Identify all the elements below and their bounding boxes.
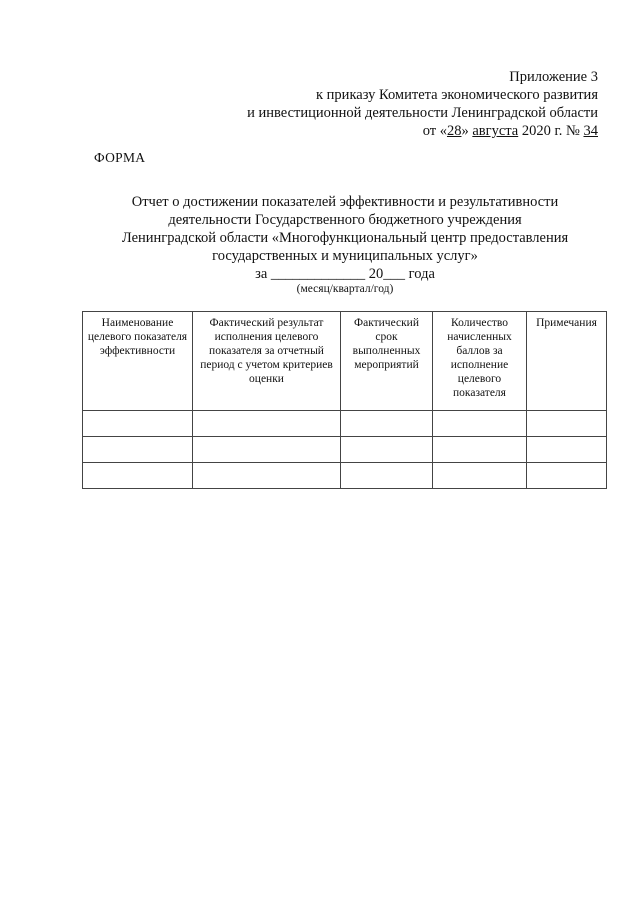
period-line: за _____________ 20___ года [255,266,435,282]
title-line-3: Ленинградской области «Многофункциональный центр предоставления [121,230,569,246]
header-indicator-name: Наименование целевого показателя эффективности [83,312,193,411]
table-cell [193,463,341,489]
report-title [80,193,610,296]
table-cell [341,411,433,437]
table-cell [527,411,607,437]
table-cell [433,437,527,463]
date-suffix: 2020 г. № [518,123,584,139]
table-header-row [83,312,607,411]
date-month: августа [472,123,519,139]
annex-number: Приложение 3 [509,69,598,85]
date-mid: » [461,123,473,139]
table-cell [83,411,193,437]
order-line-1: к приказу Комитета экономического развития [316,87,598,103]
table-cell [527,437,607,463]
table-cell [433,463,527,489]
header-actual-term: Фактический срок выполненных мероприятий [341,312,433,411]
table-row [83,411,607,437]
table-cell [83,463,193,489]
table-cell [341,437,433,463]
annex-header [247,68,598,140]
title-line-1: Отчет о достижении показателей эффективности и результативности [131,194,559,210]
title-line-2: деятельности Государственного бюджетного учреждения [168,212,522,228]
date-day: 28 [446,123,462,139]
header-actual-result: Фактический результат исполнения целевого показателя за отчетный период с учетом критериев оценки [193,312,341,411]
table-cell [83,437,193,463]
title-line-4: государственных и муниципальных услуг» [212,248,478,264]
report-table [82,311,607,489]
date-prefix: от « [422,123,447,139]
period-caption: (месяц/квартал/год) [296,283,394,295]
order-date-line [247,122,598,140]
table-cell [341,463,433,489]
header-notes: Примечания [527,312,607,411]
header-points: Количество начисленных баллов за исполнение целевого показателя [433,312,527,411]
table-cell [527,463,607,489]
table-cell [193,411,341,437]
table-cell [193,437,341,463]
order-number: 34 [583,123,598,139]
table-row [83,437,607,463]
order-line-2: и инвестиционной деятельности Ленинградской области [247,105,598,121]
table-row [83,463,607,489]
table-cell [433,411,527,437]
form-label: ФОРМА [94,150,146,165]
